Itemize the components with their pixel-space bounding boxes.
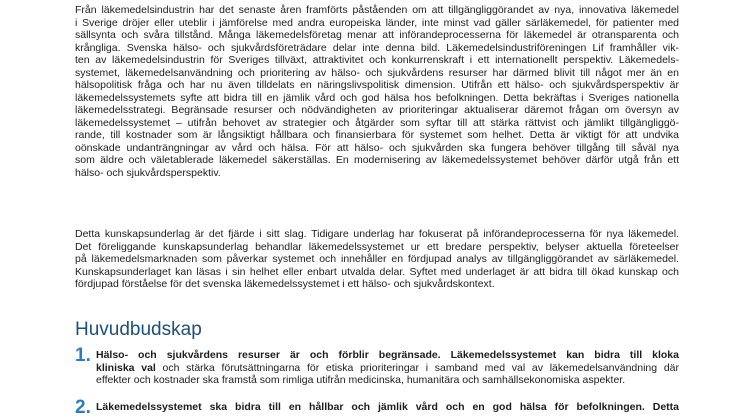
key-message-line-rest: och stärka förutsättningarna för etiska prioriteringar i samband med val av läkemedelsanvändning där — [155, 361, 679, 374]
key-message-line: Läkemedelssystemet ska bidra till en hållbar och jämlik vård och en god hälsa för befolkningen. Detta — [96, 401, 679, 413]
paragraph-line: Det föreliggande kunskapsunderlag behandlar läkemedelssystemet ur ett bredare perspektiv, belyser aktuella företeelser — [75, 240, 679, 253]
section-heading: Huvudbudskap — [75, 319, 202, 340]
second-paragraph — [75, 228, 679, 291]
paragraph-line: läkemedelsstrategi. Begränsade resurser och nödvändigheten av prioriteringar aktualiserar däremot frågan om översyn av — [75, 104, 679, 116]
paragraph-line: Detta kunskapsunderlag är det fjärde i sitt slag. Tidigare underlag har fokuserat på införandeprocesserna för nya läkemedel. — [75, 228, 679, 240]
paragraph-line: ten av läkemedelsindustrin för Sveriges tillväxt, attraktivitet och konkurrenskraft i ett internationellt perspektiv. Läkemedels- — [75, 54, 679, 66]
paragraph-line: läkemedelssystemets syfte att bidra till en jämlik vård och god hälsa hos befolkningen. Detta bekräftas i Sveriges nationella — [75, 91, 679, 104]
paragraph-line: krångliga. Svenska hälso- och sjukvårdsföreträdare delar inte denna bild. Läkemedelsindustriföreningen Lif framhåller vik- — [75, 41, 679, 54]
intro-paragraph — [75, 4, 679, 179]
key-message-line: Hälso- och sjukvårdens resurser är och förblir begränsade. Läkemedelssystemet kan bidra till kloka — [96, 349, 679, 361]
paragraph-line: systemet, läkemedelsanvändning och prioritering av hälso- och sjukvårdens resurser har därmed blivit till något mer än en — [75, 66, 679, 79]
paragraph-line: Kunskapsunderlaget kan läsas i sin helhet eller enbart utvalda delar. Syftet med underlaget är att bidra till ökad kunskap och — [75, 265, 679, 278]
paragraph-line: fördjupad förståelse för det svenska läkemedelssystemet i ett hälso- och sjukvårdskontext. — [75, 278, 495, 290]
paragraph-line: som äldre och väletablerade läkemedel säkerställas. En modernisering av läkemedelssystemet behöver därför utgå från ett — [75, 154, 679, 166]
paragraph-line: i Sverige dröjer eller uteblir i jämförelse med andra europeiska länder, inte minst vad gäller särläkemedel, för patienter med — [75, 16, 679, 29]
key-message-bold-phrase: kliniska val — [96, 361, 156, 374]
paragraph-line: oönskade undanträngningar av vård och hälsa. För att hälso- och sjukvården ska fungera behöver tillgång till såväl nya — [75, 141, 679, 154]
paragraph-line: hälso- och sjukvårdsperspektiv. — [75, 166, 221, 179]
paragraph-line: rande, till kostnader som är långsiktigt hållbara och finansierbara för systemet som helhet. Detta är viktigt för att undvika — [75, 129, 679, 141]
key-message-text — [96, 349, 679, 387]
key-message-line — [96, 362, 679, 375]
key-message-line: effekter och kostnader ska framstå som rimliga utifrån medicinska, humanitära och samhällsekonomiska aspekter. — [96, 374, 626, 386]
paragraph-line: på läkemedelsmarknaden som påverkar systemet och innehåller en fördjupad analys av tillgängliggörandet av särläkemedel. — [75, 253, 679, 265]
paragraph-line: sällsynta och svåra tillstånd. Många läkemedelsföretag menar att införandeprocesserna för läkemedel är otransparenta och — [75, 29, 679, 41]
key-message-number: 1. — [75, 345, 91, 366]
paragraph-line: läkemedelssystemet – utifrån behovet av strategier och åtgärder som syftar till att stärka rättvist och jämlikt tillgängliggö- — [75, 116, 679, 129]
key-message-number: 2. — [75, 397, 91, 418]
paragraph-line: hälsopolitisk fråga och har nu även tilldelats en näringslivspolitisk dimension. Utifrån ett hälso- och sjukvårdsperspektiv är — [75, 79, 679, 91]
paragraph-line: Från läkemedelsindustrin har det senaste åren framförts påståenden om att tillgängliggörandet av nya, innovativa läkemedel — [75, 4, 679, 16]
key-message-text — [96, 401, 679, 414]
